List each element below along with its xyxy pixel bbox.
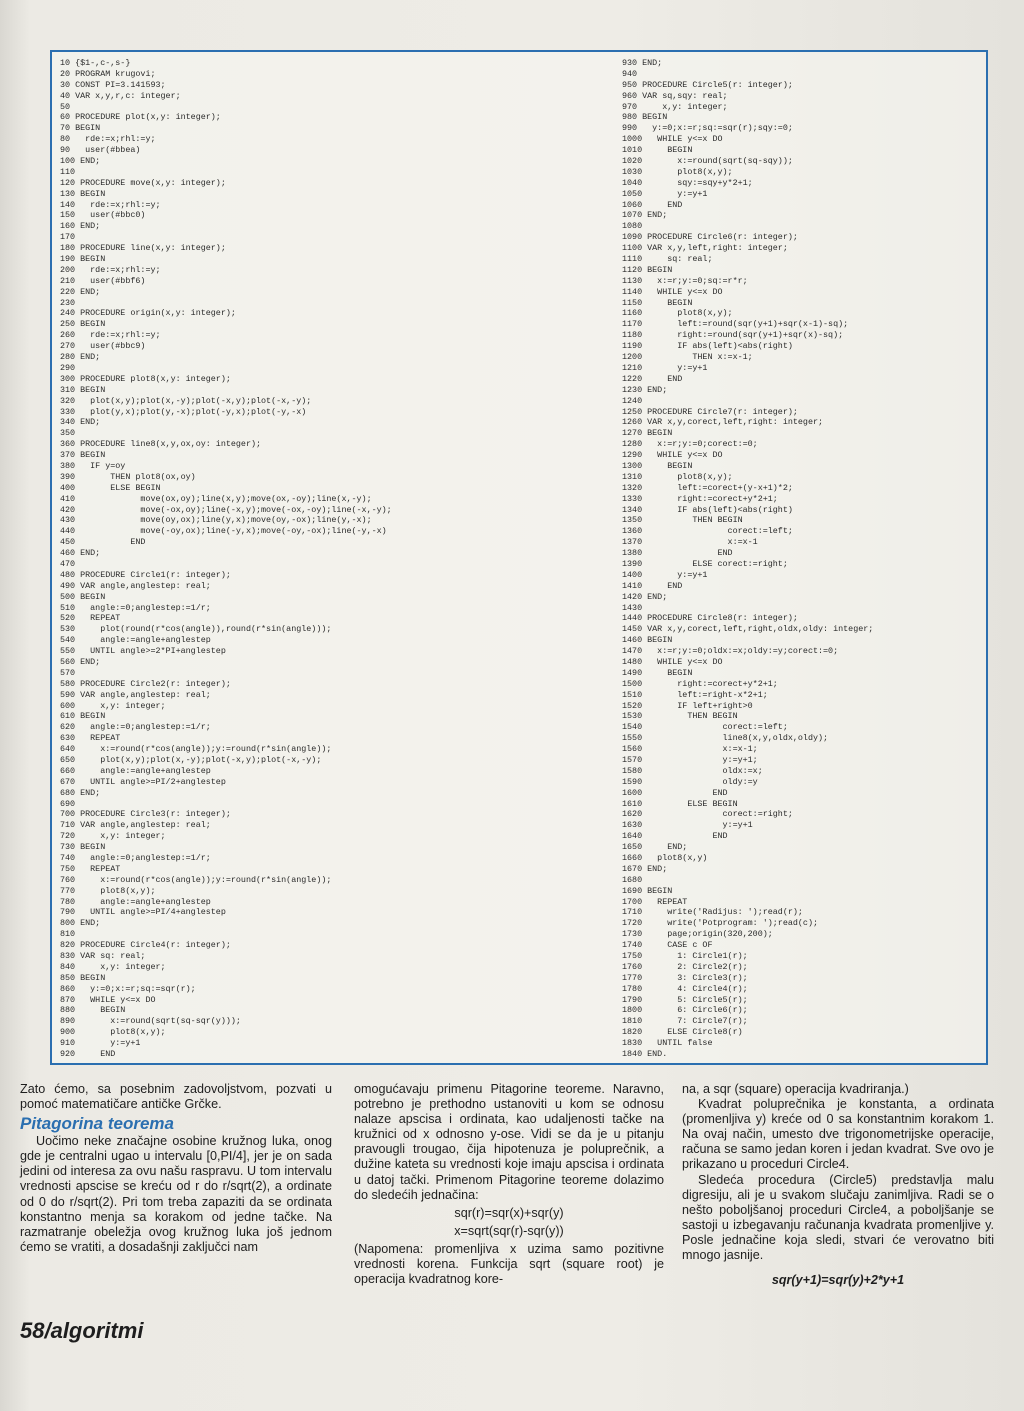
code-line: 1300 BEGIN (622, 460, 693, 471)
code-line: 1670 END; (622, 863, 668, 874)
code-line: 280 END; (60, 352, 101, 363)
code-line: 650 plot(x,y);plot(x,-y);plot(-x,y);plot(-x,-y); (60, 755, 322, 765)
code-line: 540 angle:=angle+anglestep (60, 635, 211, 646)
code-line: 1340 IF abs(left)<abs(right) (622, 504, 793, 515)
code-line: 1440 PROCEDURE Circle8(r: integer); (622, 613, 798, 624)
code-line: 1190 IF abs(left)<abs(right) (622, 341, 793, 352)
code-line: 1180 right:=round(sqr(y+1)+sqr(x)-sq); (622, 330, 844, 341)
code-line: 480 PROCEDURE Circle1(r: integer); (60, 569, 231, 580)
code-line: 1480 WHILE y<=x DO (622, 656, 723, 667)
code-line: 450 END (60, 537, 146, 548)
code-line: 1830 UNTIL false (622, 1038, 713, 1049)
code-line: 160 END; (60, 221, 101, 232)
code-line: 1510 left:=right-x*2+1; (622, 689, 768, 700)
code-listing-left-column (60, 58, 392, 1060)
code-line: 1780 4: Circle4(r); (622, 983, 748, 994)
code-line: 1200 THEN x:=x-1; (622, 352, 753, 363)
code-line: 1230 END; (622, 384, 668, 395)
code-line: 680 END; (60, 787, 101, 798)
code-line: 950 PROCEDURE Circle5(r: integer); (622, 79, 793, 90)
column-1-body: Uočimo neke značajne osobine kružnog luka, onog gde je centralni ugao u intervalu [0,PI/4], jer je on sada jedini od interesa za ovu našu raspravu. U tom intervalu vrednosti apscise se kreću od r do r/sqrt(2), a ordinate od 0 do r/sqrt(2). Pri tom treba zapaziti da se ordinata konstantno menja sa korakom od jedne tačke. Na razmatranje obeležja ovog kružnog luka još jednom ćemo se vratiti, a dosadašnji zaključci nam (20, 1134, 332, 1254)
code-line: 1380 END (622, 548, 733, 559)
code-line: 380 IF y=oy (60, 460, 126, 471)
code-line: 740 angle:=0;anglestep:=1/r; (60, 853, 211, 864)
code-line: 300 PROCEDURE plot8(x,y: integer); (60, 373, 231, 384)
code-line: 1330 right:=corect+y*2+1; (622, 493, 778, 504)
code-line: 820 PROCEDURE Circle4(r: integer); (60, 940, 231, 951)
code-line: 460 END; (60, 548, 101, 559)
code-line: 1290 WHILE y<=x DO (622, 450, 723, 461)
code-line: 1270 BEGIN (622, 428, 673, 439)
code-line: 1010 BEGIN (622, 145, 693, 156)
code-line: 800 END; (60, 918, 101, 929)
code-line: 1150 BEGIN (622, 297, 693, 308)
code-line: 530 plot(round(r*cos(angle)),round(r*sin(angle))); (60, 624, 332, 635)
code-line: 1350 THEN BEGIN (622, 515, 743, 526)
column-2-body: omogućavaju primenu Pitagorine teoreme. Naravno, potrebno je prethodno ustanoviti u kom se odnosu nalaze apscisa i ordinata, kao udaljenosti tačke na kružnici od x odnosno y-ose. Vidi se da je u pitanju pravougli trougao, čija hipotenuza je poluprečnik, a dužine kateta su vrednosti koje imaju apscisa i ordinata u datoj tački. Primenom Pitagorine teoreme dolazimo do sledećih jednačina: (354, 1082, 664, 1202)
code-line: 640 x:=round(r*cos(angle));y:=round(r*sin(angle)); (60, 744, 332, 755)
code-line: 900 plot8(x,y); (60, 1027, 166, 1038)
code-line: 580 PROCEDURE Circle2(r: integer); (60, 678, 231, 689)
code-line: 1160 plot8(x,y); (622, 308, 733, 319)
code-line: 440 move(-oy,ox);line(-y,x);move(-oy,-ox);line(-y,-x) (60, 526, 387, 537)
code-line: 700 PROCEDURE Circle3(r: integer); (60, 809, 231, 820)
code-line: 1070 END; (622, 210, 668, 221)
code-line: 610 BEGIN (60, 711, 106, 722)
code-line: 1000 WHILE y<=x DO (622, 134, 723, 145)
code-line: 550 UNTIL angle>=2*PI+anglestep (60, 646, 226, 657)
code-line: 490 VAR angle,anglestep: real; (60, 580, 211, 591)
code-line: 510 angle:=0;anglestep:=1/r; (60, 602, 211, 613)
code-line: 350 (60, 428, 76, 439)
code-line: 780 angle:=angle+anglestep (60, 896, 211, 907)
code-line: 30 CONST PI=3.141593; (60, 79, 166, 90)
code-line: 1060 END (622, 199, 683, 210)
code-line: 310 BEGIN (60, 384, 106, 395)
code-line: 340 END; (60, 417, 101, 428)
code-line: 1280 x:=r;y:=0;corect:=0; (622, 439, 758, 450)
code-line: 670 UNTIL angle>=PI/2+anglestep (60, 776, 226, 787)
code-line: 870 WHILE y<=x DO (60, 994, 156, 1005)
code-line: 1320 left:=corect+(y-x+1)*2; (622, 482, 793, 493)
code-line: 890 x:=round(sqrt(sq-sqr(y))); (60, 1016, 241, 1027)
code-line: 1710 write('Radijus: ');read(r); (622, 907, 803, 918)
code-line: 1360 corect:=left; (622, 526, 793, 537)
code-line: 1020 x:=round(sqrt(sq-sqy)); (622, 156, 793, 167)
code-line: 10 {$1-,c-,s-} (60, 58, 131, 68)
code-line: 790 UNTIL angle>=PI/4+anglestep (60, 907, 226, 918)
code-line: 810 (60, 929, 76, 940)
code-line: 200 rde:=x;rhl:=y; (60, 264, 161, 275)
code-line: 1540 corect:=left; (622, 722, 788, 733)
code-line: 50 (60, 101, 71, 112)
code-line: 400 ELSE BEGIN (60, 482, 161, 493)
code-line: 1130 x:=r;y:=0;sq:=r*r; (622, 275, 748, 286)
code-line: 170 (60, 232, 76, 243)
page-number-footer: 58/algoritmi (20, 1318, 144, 1343)
code-line: 1790 5: Circle5(r); (622, 994, 748, 1005)
code-line: 970 x,y: integer; (622, 101, 728, 112)
code-line: 710 VAR angle,anglestep: real; (60, 820, 211, 831)
code-line: 250 BEGIN (60, 319, 106, 330)
code-line: 1220 END (622, 373, 683, 384)
code-line: 230 (60, 297, 76, 308)
code-line: 1630 y:=y+1 (622, 820, 753, 831)
column-3-paragraph-2: Kvadrat poluprečnika je konstanta, a ordinata (promenljiva y) kreće od 0 sa konstantnim korakom 1. Na ovaj način, umesto dve trigonometrijske operacije, računa se samo jedan koren i jedan kvadrat. Sve ovo je prikazano u proceduri Circle4. (682, 1097, 994, 1172)
code-line: 730 BEGIN (60, 842, 106, 853)
code-line: 180 PROCEDURE line(x,y: integer); (60, 243, 226, 254)
column-2-note: (Napomena: promenljiva x uzima samo pozitivne vrednosti korena. Funkcija sqrt (square root) je operacija kvadratnog kore- (354, 1241, 664, 1287)
code-line: 1740 CASE c OF (622, 940, 713, 951)
code-line: 60 PROCEDURE plot(x,y: integer); (60, 112, 221, 123)
code-line: 190 BEGIN (60, 254, 106, 265)
code-line: 1090 PROCEDURE Circle6(r: integer); (622, 232, 798, 243)
code-line: 1590 oldy:=y (622, 776, 758, 787)
code-line: 110 (60, 166, 76, 177)
code-line: 80 rde:=x;rhl:=y; (60, 134, 156, 145)
code-line: 560 END; (60, 656, 101, 667)
code-line: 270 user(#bbc9) (60, 341, 146, 352)
code-line: 1240 (622, 395, 643, 406)
code-line: 20 PROGRAM krugovi; (60, 68, 156, 79)
code-line: 1400 y:=y+1 (622, 569, 708, 580)
code-line: 1580 oldx:=x; (622, 765, 763, 776)
code-line: 880 BEGIN (60, 1005, 126, 1016)
code-line: 90 user(#bbea) (60, 145, 141, 156)
code-line: 1500 right:=corect+y*2+1; (622, 678, 778, 689)
code-line: 1310 plot8(x,y); (622, 471, 733, 482)
code-line: 320 plot(x,y);plot(x,-y);plot(-x,y);plot(-x,-y); (60, 395, 312, 406)
code-line: 140 rde:=x;rhl:=y; (60, 199, 161, 210)
code-line: 1030 plot8(x,y); (622, 166, 733, 177)
code-line: 1170 left:=round(sqr(y+1)+sqr(x-1)-sq); (622, 319, 849, 330)
code-line: 760 x:=round(r*cos(angle));y:=round(r*sin(angle)); (60, 874, 332, 885)
code-line: 390 THEN plot8(ox,oy) (60, 471, 196, 482)
code-line: 330 plot(y,x);plot(y,-x);plot(-y,x);plot(-y,-x) (60, 406, 307, 417)
intro-paragraph: Zato ćemo, sa posebnim zadovoljstvom, pozvati u pomoć matematičare antičke Grčke. (20, 1082, 332, 1112)
code-line: 980 BEGIN (622, 112, 668, 123)
code-line: 570 (60, 667, 76, 678)
code-line: 1820 ELSE Circle8(r) (622, 1027, 743, 1038)
article-column-3 (682, 1082, 994, 1288)
code-line: 220 END; (60, 286, 101, 297)
code-line: 1760 2: Circle2(r); (622, 961, 748, 972)
code-line: 240 PROCEDURE origin(x,y: integer); (60, 308, 236, 319)
code-line: 1690 BEGIN (622, 885, 673, 896)
code-line: 1430 (622, 602, 643, 613)
code-line: 930 END; (622, 58, 663, 68)
code-line: 1840 END. (622, 1049, 668, 1060)
code-line: 1770 3: Circle3(r); (622, 972, 748, 983)
article-column-1 (20, 1082, 332, 1255)
code-line: 850 BEGIN (60, 972, 106, 983)
code-line: 1460 BEGIN (622, 635, 673, 646)
code-line: 370 BEGIN (60, 450, 106, 461)
code-line: 1530 THEN BEGIN (622, 711, 738, 722)
code-line: 620 angle:=0;anglestep:=1/r; (60, 722, 211, 733)
code-line: 470 (60, 558, 76, 569)
code-line: 70 BEGIN (60, 123, 101, 134)
column-3-paragraph-1: na, a sqr (square) operacija kvadriranja.) (682, 1082, 909, 1096)
code-listing-right-column (622, 58, 873, 1060)
code-line: 1720 write('Potprogram: ');read(c); (622, 918, 819, 929)
code-line: 1080 (622, 221, 643, 232)
code-line: 720 x,y: integer; (60, 831, 166, 842)
code-line: 430 move(oy,ox);line(y,x);move(oy,-ox);line(y,-x); (60, 515, 372, 526)
code-line: 1370 x:=x-1 (622, 537, 758, 548)
code-line: 830 VAR sq: real; (60, 951, 146, 962)
code-listing-box (50, 50, 988, 1065)
code-line: 210 user(#bbf6) (60, 275, 146, 286)
code-line: 1550 line8(x,y,oldx,oldy); (622, 733, 829, 744)
code-line: 290 (60, 362, 76, 373)
code-line: 500 BEGIN (60, 591, 106, 602)
code-line: 920 END (60, 1049, 116, 1060)
code-line: 910 y:=y+1 (60, 1038, 141, 1049)
code-line: 410 move(ox,oy);line(x,y);move(ox,-oy);line(x,-y); (60, 493, 372, 504)
code-line: 1700 REPEAT (622, 896, 688, 907)
code-line: 1570 y:=y+1; (622, 755, 758, 765)
code-line: 1120 BEGIN (622, 264, 673, 275)
code-line: 40 VAR x,y,r,c: integer; (60, 90, 181, 101)
code-line: 1560 x:=x-1; (622, 744, 758, 755)
code-line: 1620 corect:=right; (622, 809, 793, 820)
code-line: 1810 7: Circle7(r); (622, 1016, 748, 1027)
code-line: 1450 VAR x,y,corect,left,right,oldx,oldy: integer; (622, 624, 874, 635)
code-line: 840 x,y: integer; (60, 961, 166, 972)
code-line: 120 PROCEDURE move(x,y: integer); (60, 177, 226, 188)
code-line: 1210 y:=y+1 (622, 362, 708, 373)
code-line: 940 (622, 68, 638, 79)
code-line: 1420 END; (622, 591, 668, 602)
code-line: 100 END; (60, 156, 101, 167)
equation-1: sqr(r)=sqr(x)+sqr(y) (454, 1205, 564, 1220)
code-line: 630 REPEAT (60, 733, 121, 744)
section-heading: Pitagorina teorema (20, 1114, 174, 1134)
code-line: 860 y:=0;x:=r;sq:=sqr(r); (60, 983, 196, 994)
code-line: 1680 (622, 874, 643, 885)
code-line: 1750 1: Circle1(r); (622, 951, 748, 962)
code-line: 690 (60, 798, 76, 809)
code-line: 590 VAR angle,anglestep: real; (60, 689, 211, 700)
equation-2: x=sqrt(sqr(r)-sqr(y)) (454, 1223, 564, 1238)
code-line: 1490 BEGIN (622, 667, 693, 678)
code-line: 1410 END (622, 580, 683, 591)
code-line: 260 rde:=x;rhl:=y; (60, 330, 161, 341)
code-line: 1730 page;origin(320,200); (622, 929, 773, 940)
code-line: 750 REPEAT (60, 863, 121, 874)
code-line: 1520 IF left+right>0 (622, 700, 753, 711)
code-line: 1610 ELSE BEGIN (622, 798, 738, 809)
code-line: 770 plot8(x,y); (60, 885, 156, 896)
equation-3: sqr(y+1)=sqr(y)+2*y+1 (771, 1273, 905, 1288)
code-line: 130 BEGIN (60, 188, 106, 199)
code-line: 150 user(#bbc0) (60, 210, 146, 221)
code-line: 1600 END (622, 787, 728, 798)
code-line: 1470 x:=r;y:=0;oldx:=x;oldy:=y;corect:=0; (622, 646, 839, 657)
code-line: 660 angle:=angle+anglestep (60, 765, 211, 776)
code-line: 1640 END (622, 831, 728, 842)
code-line: 1260 VAR x,y,corect,left,right: integer; (622, 417, 824, 428)
article-column-2 (354, 1082, 664, 1287)
code-line: 600 x,y: integer; (60, 700, 166, 711)
code-line: 520 REPEAT (60, 613, 121, 624)
code-line: 960 VAR sq,sqy: real; (622, 90, 728, 101)
code-line: 1100 VAR x,y,left,right: integer; (622, 243, 788, 254)
code-line: 1800 6: Circle6(r); (622, 1005, 748, 1016)
code-line: 1390 ELSE corect:=right; (622, 558, 788, 569)
column-3-paragraph-3: Sledeća procedura (Circle5) predstavlja malu digresiju, ali je u svakom slučaju zanimljiva. Radi se o nešto poboljšanoj proceduri Circle4, a poboljšanje se sastoji u izbegavanju računanja kvadrata promenljive y. Posle jednačine koja sledi, stvari će verovatno biti mnogo jasnije. (682, 1172, 994, 1263)
code-line: 1050 y:=y+1 (622, 188, 708, 199)
code-line: 360 PROCEDURE line8(x,y,ox,oy: integer); (60, 439, 262, 450)
code-line: 1040 sqy:=sqy+y*2+1; (622, 177, 753, 188)
code-line: 1660 plot8(x,y) (622, 853, 708, 864)
code-line: 1140 WHILE y<=x DO (622, 286, 723, 297)
code-line: 1110 sq: real; (622, 254, 713, 265)
code-line: 420 move(-ox,oy);line(-x,y);move(-ox,-oy);line(-x,-y); (60, 504, 392, 515)
code-line: 1250 PROCEDURE Circle7(r: integer); (622, 406, 798, 417)
code-line: 1650 END; (622, 842, 688, 853)
code-line: 990 y:=0;x:=r;sq:=sqr(r);sqy:=0; (622, 123, 793, 134)
